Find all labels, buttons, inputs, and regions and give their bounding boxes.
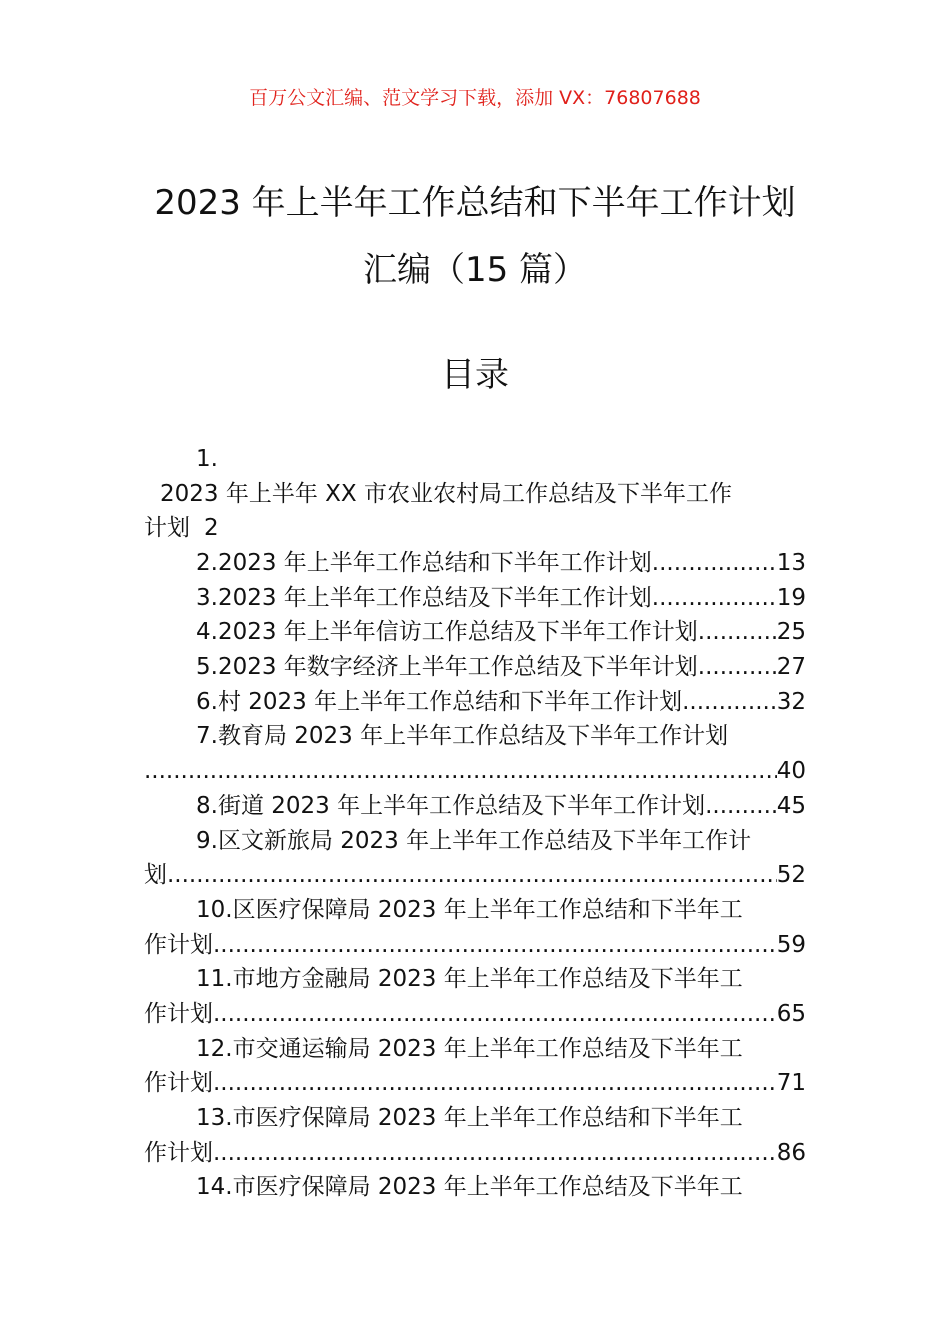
toc-page-number: 45 — [776, 792, 806, 819]
toc-entry-text: 作计划 — [144, 1000, 213, 1027]
toc-dot-leader — [652, 546, 777, 581]
toc-entry-6[interactable] — [144, 685, 806, 720]
toc-page-number: 27 — [776, 654, 806, 681]
toc-entry-text: 5.2023 年数字经济上半年工作总结及下半年计划. — [196, 654, 706, 681]
toc-entry-3[interactable] — [144, 581, 806, 616]
toc-entry-text: 6.村 2023 年上半年工作总结和下半年工作计划 — [196, 688, 683, 715]
toc-entry-1-number[interactable] — [144, 442, 806, 477]
toc-dot-leader — [682, 685, 777, 720]
toc-page-number: 52 — [776, 862, 806, 889]
toc-entry-9-end[interactable] — [144, 858, 806, 893]
toc-page-number: 32 — [776, 688, 806, 715]
toc-page-number: 71 — [776, 1070, 806, 1097]
toc-page-number: 59 — [776, 931, 806, 958]
toc-entry-7-line[interactable] — [144, 720, 806, 755]
toc-entry-1-end[interactable] — [144, 511, 806, 546]
toc-entry-text: 2.2023 年上半年工作总结和下半年工作计划 — [196, 550, 652, 577]
header-watermark-note: 百万公文汇编、范文学习下载，添加 VX：76807688 — [249, 87, 701, 109]
document-title-line-1: 2023 年上半年工作总结和下半年工作计划 — [154, 183, 796, 223]
toc-entry-12-end[interactable] — [144, 1066, 806, 1101]
toc-entry-text: 9.区文新旅局 2023 年上半年工作总结及下半年工作计 — [196, 827, 752, 854]
toc-dot-leader — [213, 1066, 777, 1101]
toc-dot-leader — [144, 754, 777, 789]
toc-page-number: 65 — [776, 1000, 806, 1027]
toc-entry-text: 12.市交通运输局 2023 年上半年工作总结及下半年工 — [196, 1035, 743, 1062]
toc-entry-12-line[interactable] — [144, 1032, 806, 1067]
toc-entry-11-end[interactable] — [144, 997, 806, 1032]
toc-entry-10-line[interactable] — [144, 893, 806, 928]
toc-dot-leader — [213, 928, 777, 963]
toc-entry-8[interactable] — [144, 789, 806, 824]
toc-entry-1-line[interactable] — [144, 477, 806, 512]
toc-entry-text: 划 — [144, 862, 167, 889]
toc-entry-text: 4.2023 年上半年信访工作总结及下半年工作计划. — [196, 619, 706, 646]
table-of-contents — [144, 442, 806, 1205]
toc-dot-leader — [652, 581, 777, 616]
toc-entry-2[interactable] — [144, 546, 806, 581]
toc-page-number: 19 — [776, 584, 806, 611]
toc-entry-text: 2023 年上半年 XX 市农业农村局工作总结及下半年工作 — [160, 480, 732, 507]
toc-entry-text: 11.市地方金融局 2023 年上半年工作总结及下半年工 — [196, 966, 743, 993]
toc-entry-13-line[interactable] — [144, 1101, 806, 1136]
toc-dot-leader — [213, 1136, 777, 1171]
toc-entry-text: 作计划 — [144, 931, 213, 958]
toc-entry-13-end[interactable] — [144, 1136, 806, 1171]
toc-entry-text: 7.教育局 2023 年上半年工作总结及下半年工作计划 — [196, 723, 729, 750]
toc-entry-text: 作计划 — [144, 1070, 213, 1097]
toc-entry-text: 作计划 — [144, 1139, 213, 1166]
toc-entry-text: 10.区医疗保障局 2023 年上半年工作总结和下半年工 — [196, 896, 743, 923]
document-title-line-2: 汇编（15 篇） — [362, 250, 588, 290]
toc-dot-leader — [712, 789, 776, 824]
toc-entry-text: 计划 — [144, 515, 190, 542]
toc-entry-4[interactable] — [144, 615, 806, 650]
toc-page-number: 86 — [776, 1139, 806, 1166]
toc-entry-14-line[interactable] — [144, 1170, 806, 1205]
toc-page-number: 40 — [776, 758, 806, 785]
toc-entry-text: 13.市医疗保障局 2023 年上半年工作总结和下半年工 — [196, 1105, 743, 1132]
toc-entry-9-line[interactable] — [144, 824, 806, 859]
toc-heading: 目录 — [441, 355, 509, 395]
toc-entry-11-line[interactable] — [144, 962, 806, 997]
toc-page-number: 13 — [776, 550, 806, 577]
toc-entry-10-end[interactable] — [144, 928, 806, 963]
toc-entry-text: 14.市医疗保障局 2023 年上半年工作总结及下半年工 — [196, 1174, 743, 1201]
toc-dot-leader — [705, 615, 777, 650]
toc-entry-5[interactable] — [144, 650, 806, 685]
toc-entry-text: 1. — [196, 445, 218, 472]
toc-entry-7-end[interactable] — [144, 754, 806, 789]
toc-dot-leader — [705, 650, 777, 685]
toc-entry-text: 3.2023 年上半年工作总结及下半年工作计划 — [196, 584, 652, 611]
toc-page-number: 25 — [776, 619, 806, 646]
toc-entry-text: 8.街道 2023 年上半年工作总结及下半年工作计划. — [196, 792, 713, 819]
toc-dot-leader — [213, 997, 777, 1032]
toc-page-number: 2 — [204, 515, 219, 542]
toc-dot-leader — [167, 858, 777, 893]
